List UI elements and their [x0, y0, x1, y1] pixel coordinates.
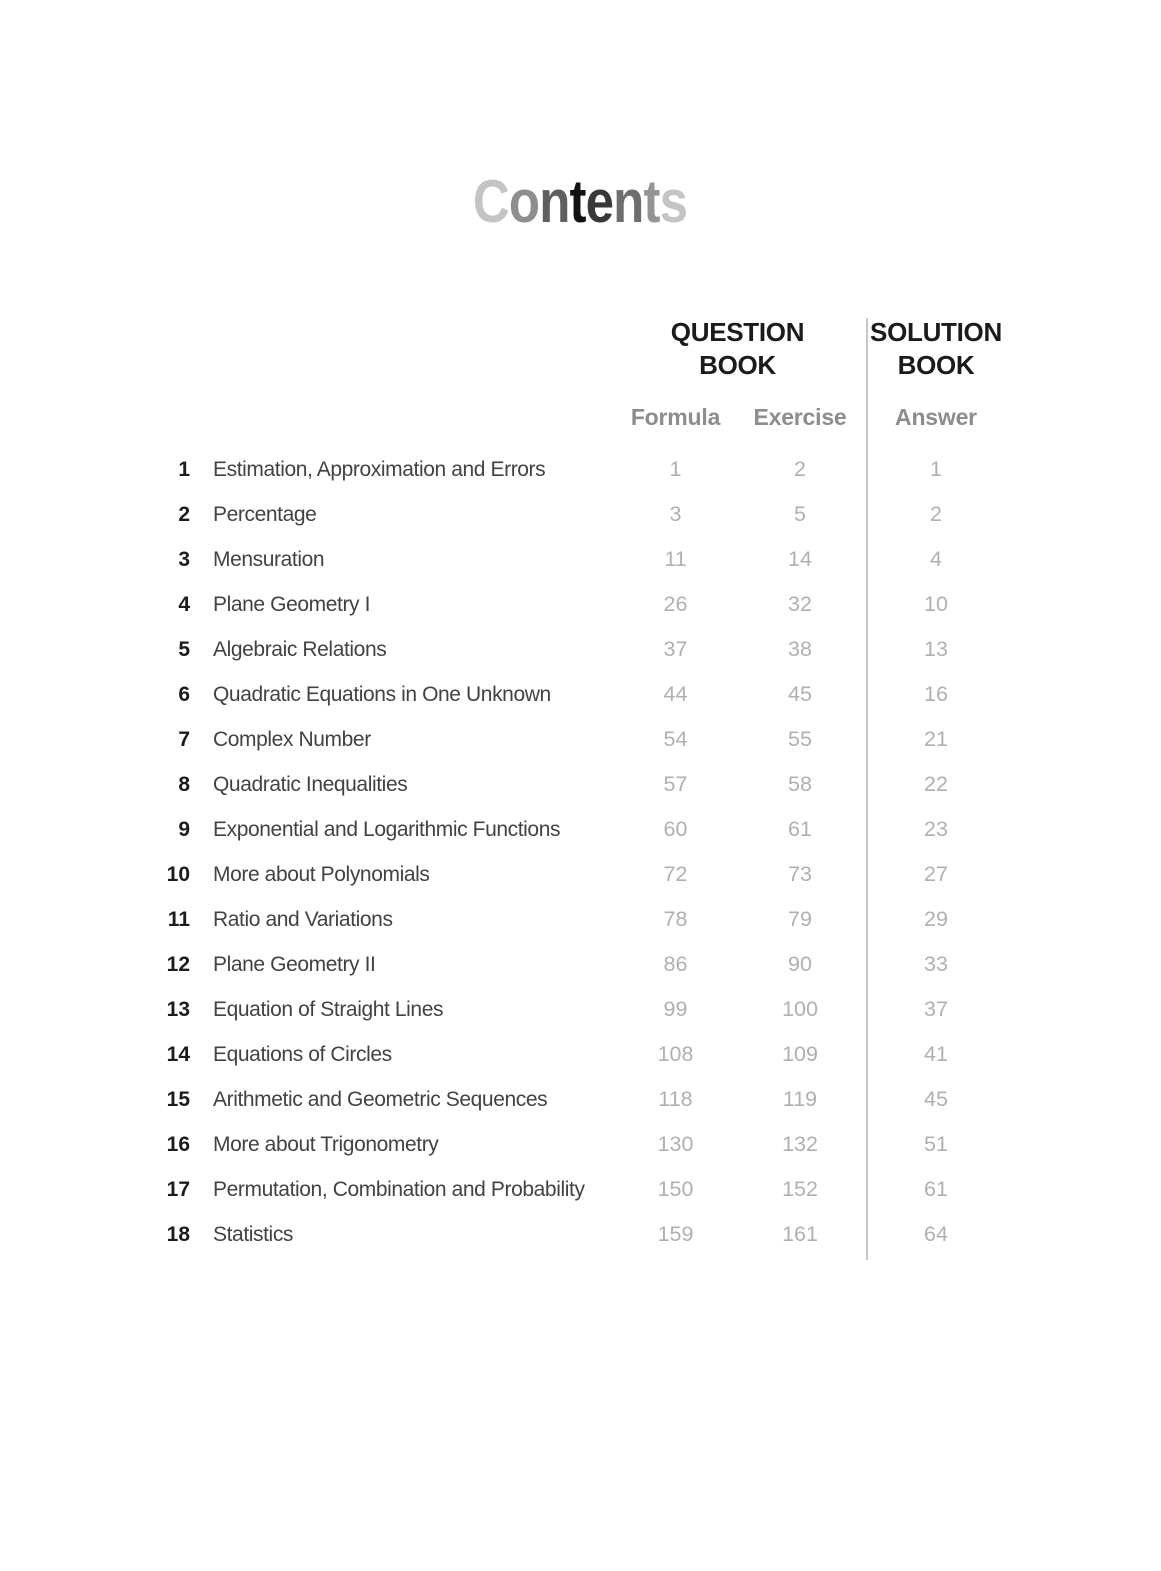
chapter-title: More about Trigonometry: [213, 1132, 439, 1156]
chapter-row: [0, 627, 1010, 672]
chapter-title: Algebraic Relations: [213, 637, 387, 661]
title-letter-5: n: [613, 168, 644, 235]
exercise-page-number: 5: [794, 502, 806, 526]
exercise-page-number: 14: [788, 547, 812, 571]
answer-page-number: 45: [924, 1087, 948, 1111]
exercise-page-number: 45: [788, 682, 812, 706]
answer-page-number: 21: [924, 727, 948, 751]
book-header-row: [0, 316, 1010, 382]
chapter-row: [0, 717, 1010, 762]
exercise-page-number: 90: [788, 952, 812, 976]
answer-page-number: 23: [924, 817, 948, 841]
formula-page-number: 1: [669, 457, 682, 481]
chapter-number: 7: [178, 727, 190, 751]
chapter-title: Quadratic Equations in One Unknown: [213, 682, 551, 706]
formula-page-number: 99: [663, 997, 688, 1021]
chapter-number: 9: [178, 817, 190, 841]
chapter-number: 13: [166, 997, 190, 1021]
solution-book-line1: SOLUTION: [870, 317, 1002, 347]
chapter-number: 17: [166, 1177, 190, 1201]
exercise-page-number: 61: [788, 817, 812, 841]
chapter-number: 15: [166, 1087, 190, 1111]
exercise-page-number: 58: [788, 772, 812, 796]
answer-page-number: 4: [930, 547, 942, 571]
chapter-row: [0, 987, 1010, 1032]
answer-page-number: 1: [930, 457, 942, 481]
chapter-number: 8: [178, 772, 190, 796]
exercise-page-number: 119: [782, 1087, 818, 1111]
chapter-row: [0, 897, 1010, 942]
title-letter-6: t: [643, 168, 661, 235]
question-book-line2: BOOK: [699, 350, 776, 380]
answer-column-header: Answer: [895, 403, 977, 430]
answer-page-number: 37: [924, 997, 948, 1021]
chapter-title: Equation of Straight Lines: [213, 997, 444, 1021]
chapter-rows: [0, 447, 1010, 1257]
exercise-page-number: 109: [782, 1042, 818, 1066]
formula-page-number: 86: [663, 952, 688, 976]
contents-table: [0, 316, 1010, 1257]
formula-page-number: 78: [663, 907, 688, 931]
chapter-title: Arithmetic and Geometric Sequences: [213, 1087, 548, 1111]
formula-column-header: Formula: [630, 403, 721, 430]
formula-page-number: 11: [664, 547, 687, 571]
exercise-page-number: 2: [794, 457, 806, 481]
exercise-page-number: 38: [788, 637, 812, 661]
formula-page-number: 57: [663, 772, 688, 796]
exercise-page-number: 100: [782, 997, 818, 1021]
exercise-page-number: 55: [788, 727, 812, 751]
chapter-row: [0, 1167, 1010, 1212]
chapter-number: 2: [178, 502, 190, 526]
formula-page-number: 54: [663, 727, 688, 751]
chapter-number: 18: [166, 1222, 190, 1246]
exercise-page-number: 132: [782, 1132, 818, 1156]
answer-page-number: 64: [924, 1222, 948, 1246]
formula-page-number: 44: [663, 682, 688, 706]
title-letter-1: o: [509, 168, 540, 235]
chapter-number: 1: [178, 457, 190, 481]
answer-page-number: 22: [924, 772, 948, 796]
chapter-number: 16: [166, 1132, 190, 1156]
answer-page-number: 33: [924, 952, 948, 976]
chapter-row: [0, 1122, 1010, 1167]
chapter-number: 4: [178, 592, 190, 616]
chapter-title: Complex Number: [213, 727, 371, 751]
formula-page-number: 60: [663, 817, 688, 841]
title-letter-3: t: [569, 168, 587, 235]
answer-page-number: 10: [924, 592, 948, 616]
exercise-column-header: Exercise: [753, 403, 847, 430]
chapter-row: [0, 762, 1010, 807]
chapter-title: Percentage: [213, 502, 317, 526]
title-letter-2: n: [539, 168, 570, 235]
chapter-row: [0, 1032, 1010, 1077]
chapter-number: 10: [166, 862, 190, 886]
formula-page-number: 150: [657, 1177, 694, 1201]
chapter-title: Plane Geometry II: [213, 952, 376, 976]
book-column-divider: [866, 318, 868, 1260]
formula-page-number: 72: [663, 862, 688, 886]
question-book-header: [613, 316, 862, 382]
chapter-row: [0, 942, 1010, 987]
chapter-number: 11: [167, 907, 190, 931]
chapter-title: Quadratic Inequalities: [213, 772, 408, 796]
formula-page-number: 37: [663, 637, 688, 661]
title-letter-7: s: [660, 168, 688, 235]
page-title: [0, 168, 1161, 235]
chapter-number: 12: [166, 952, 190, 976]
chapter-row: [0, 672, 1010, 717]
answer-page-number: 61: [924, 1177, 948, 1201]
chapter-row: [0, 807, 1010, 852]
question-book-line1: QUESTION: [670, 317, 805, 347]
formula-page-number: 3: [669, 502, 682, 526]
chapter-title: Statistics: [213, 1222, 294, 1246]
chapter-title: Mensuration: [213, 547, 325, 571]
chapter-number: 6: [178, 682, 190, 706]
chapter-title: Plane Geometry I: [213, 592, 371, 616]
solution-book-header: [862, 316, 1010, 382]
answer-page-number: 13: [924, 637, 948, 661]
chapter-title: Ratio and Variations: [213, 907, 393, 931]
chapter-row: [0, 1077, 1010, 1122]
chapter-row: [0, 537, 1010, 582]
formula-page-number: 159: [657, 1222, 694, 1246]
title-letter-0: C: [473, 168, 510, 235]
chapter-title: Equations of Circles: [213, 1042, 392, 1066]
exercise-page-number: 79: [788, 907, 812, 931]
exercise-page-number: 161: [782, 1222, 818, 1246]
chapter-row: [0, 582, 1010, 627]
answer-page-number: 51: [924, 1132, 948, 1156]
chapter-number: 3: [178, 547, 190, 571]
exercise-page-number: 152: [782, 1177, 818, 1201]
answer-page-number: 27: [924, 862, 948, 886]
exercise-page-number: 32: [788, 592, 812, 616]
exercise-page-number: 73: [788, 862, 812, 886]
chapter-title: More about Polynomials: [213, 862, 430, 886]
chapter-number: 5: [178, 637, 190, 661]
answer-page-number: 29: [924, 907, 948, 931]
chapter-title: Permutation, Combination and Probability: [213, 1177, 585, 1201]
title-letter-4: e: [586, 168, 614, 235]
answer-page-number: 16: [924, 682, 948, 706]
chapter-title: Exponential and Logarithmic Functions: [213, 817, 561, 841]
formula-page-number: 108: [657, 1042, 694, 1066]
chapter-title: Estimation, Approximation and Errors: [213, 457, 546, 481]
chapter-row: [0, 1212, 1010, 1257]
formula-page-number: 118: [658, 1087, 693, 1111]
chapter-row: [0, 852, 1010, 897]
formula-page-number: 130: [657, 1132, 694, 1156]
chapter-number: 14: [166, 1042, 190, 1066]
column-header-row: [0, 400, 1010, 434]
chapter-row: [0, 447, 1010, 492]
solution-book-line2: BOOK: [897, 350, 975, 380]
formula-page-number: 26: [663, 592, 688, 616]
chapter-row: [0, 492, 1010, 537]
page-title-text: [473, 168, 688, 235]
answer-page-number: 41: [924, 1042, 948, 1066]
answer-page-number: 2: [930, 502, 942, 526]
